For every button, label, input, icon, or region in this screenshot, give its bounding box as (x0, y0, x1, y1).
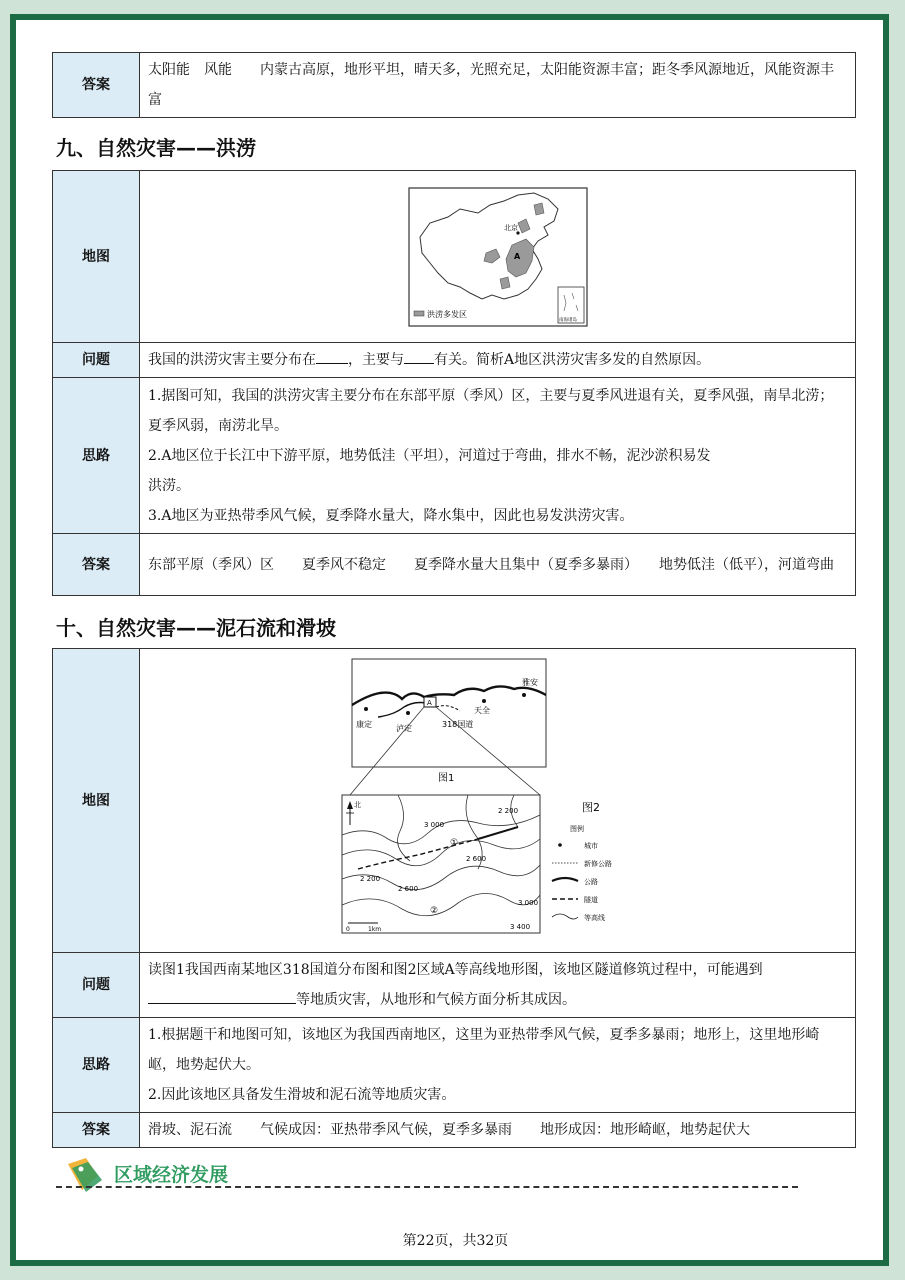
beijing-label: 北京 (503, 223, 518, 232)
contour-label: 3 000 (423, 820, 444, 829)
landslide-maps (140, 649, 856, 953)
thinking-line: 1.据图可知，我国的洪涝灾害主要分布在东部平原（季风）区，主要与夏季风进退有关，夏季风强，南旱北涝；夏季风弱，南涝北旱。 (148, 387, 834, 434)
fig2-caption: 图2 (581, 800, 600, 814)
answer-text: 东部平原（季风）区 夏季风不稳定 夏季降水量大且集中（夏季多暴雨） 地势低洼（低平），河道弯曲 (140, 534, 856, 596)
thinking-text (140, 378, 856, 534)
thinking-label: 思路 (53, 378, 140, 534)
inset-label: 南海诸岛 (558, 317, 577, 323)
answer-label: 答案 (53, 1113, 140, 1148)
tag-icon (64, 1154, 110, 1196)
contour-label: 2 200 (359, 874, 380, 883)
contour-label: 2 600 (465, 854, 486, 863)
point-a-label: A (513, 251, 520, 261)
question-label: 问题 (53, 343, 140, 378)
thinking-line: 2.因此该地区具备发生滑坡和泥石流等地质灾害。 (148, 1087, 456, 1103)
legend-new-road: 新修公路 (583, 859, 612, 868)
question-part-3: 有关。简析A地区洪涝灾害多发的自然原因。 (434, 352, 711, 368)
mark-2: ② (429, 905, 438, 916)
question-text (140, 953, 856, 1018)
china-flood-map (140, 171, 856, 343)
legend-title: 图例 (569, 824, 584, 833)
thinking-line: 1.根据题干和地图可知，该地区为我国西南地区，这里为亚热带季风气候，夏季多暴雨；地形上，这里地形崎岖，地势起伏大。 (148, 1027, 820, 1073)
question-text (140, 343, 856, 378)
page (10, 14, 889, 1266)
page-number: 第22页，共32页 (402, 1233, 509, 1249)
question-part-2: 等地质灾害，从地形和气候方面分析其成因。 (296, 992, 576, 1008)
thinking-line: 2.A地区位于长江中下游平原，地势低洼（平坦），河道过于弯曲，排水不畅，泥沙淤积易发 (148, 447, 711, 464)
section10-title: 十、自然灾害——泥石流和滑坡 (56, 616, 336, 640)
solar-wind-answer-table (52, 52, 856, 118)
contour-label: 3 400 (509, 922, 530, 931)
answer-blank[interactable] (404, 347, 434, 364)
thinking-text (140, 1018, 856, 1113)
legend-city: 城市 (583, 841, 598, 850)
route-318-figure (338, 655, 658, 947)
question-part-1: 读图1我国西南某地区318国道分布图和图2区域A等高线地形图，该地区隧道修筑过程中，可能遇到 (148, 962, 763, 978)
next-section-header (64, 1154, 229, 1200)
city-luding: 泸定 (395, 723, 412, 733)
section9-title: 九、自然灾害——洪涝 (56, 136, 256, 160)
question-part-2: ，主要与 (348, 352, 404, 368)
answer-blank[interactable] (316, 347, 348, 364)
thinking-label: 思路 (53, 1018, 140, 1113)
flood-legend-label: 洪涝多发区 (426, 309, 467, 319)
legend-tunnel: 隧道 (583, 895, 598, 904)
answer-text: 太阳能 风能 内蒙古高原，地形平坦，晴天多，光照充足，太阳能资源丰富；距冬季风源地近，风能资源丰富 (140, 53, 856, 118)
area-a-label: A (426, 698, 432, 707)
scale-zero: 0 (345, 925, 350, 933)
china-map-figure (408, 187, 588, 327)
question-label: 问题 (53, 953, 140, 1018)
city-yaan: 雅安 (521, 677, 538, 687)
mark-1: ① (449, 837, 458, 848)
contour-label: 3 000 (517, 898, 538, 907)
map-label: 地图 (53, 171, 140, 343)
north-label: 北 (353, 800, 361, 809)
thinking-line: 洪涝。 (148, 477, 190, 494)
city-tianquan: 天全 (473, 705, 490, 715)
dashed-divider (56, 1186, 798, 1188)
contour-label: 2 600 (397, 884, 418, 893)
legend-contour: 等高线 (583, 913, 605, 922)
road-318-label: 318国道 (441, 719, 473, 729)
contour-label: 2 200 (497, 806, 518, 815)
fig1-caption: 图1 (437, 772, 454, 784)
city-kangding: 康定 (355, 719, 372, 729)
map-label: 地图 (53, 649, 140, 953)
question-part-1: 我国的洪涝灾害主要分布在 (148, 352, 316, 368)
next-section-title: 区域经济发展 (114, 1164, 229, 1186)
scale-km: 1km (367, 925, 381, 933)
legend-road: 公路 (583, 877, 598, 886)
answer-blank[interactable] (148, 987, 296, 1004)
flood-table (52, 170, 856, 596)
answer-label: 答案 (53, 53, 140, 118)
landslide-table (52, 648, 856, 1148)
thinking-line: 3.A地区为亚热带季风气候，夏季降水量大，降水集中，因此也易发洪涝灾害。 (148, 507, 634, 524)
answer-text: 滑坡、泥石流 气候成因：亚热带季风气候，夏季多暴雨 地形成因：地形崎岖，地势起伏大 (140, 1113, 856, 1148)
answer-label: 答案 (53, 534, 140, 596)
